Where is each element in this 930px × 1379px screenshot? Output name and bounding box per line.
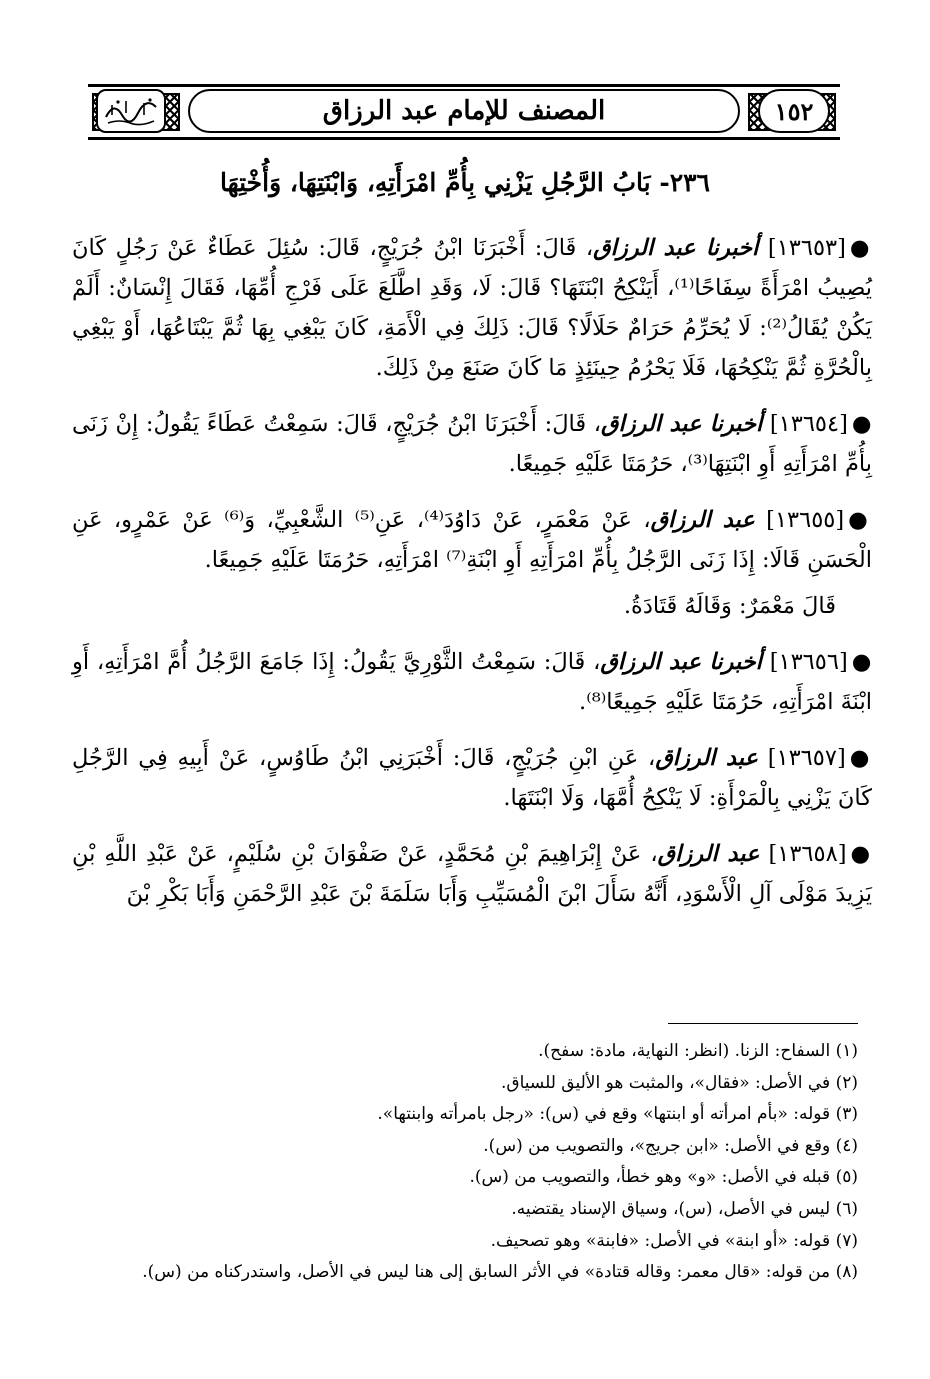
bullet-icon: ● (851, 649, 872, 675)
footnote-4: (٤) وقع في الأصل: «ابن جريج»، والتصويب من (س). (483, 1135, 858, 1156)
footnote-1: (١) السفاح: الزنا. (انظر: النهاية، مادة: سفح). (538, 1041, 858, 1061)
hadith-text: ، عَنْ إِبْرَاهِيمَ بْنِ مُحَمَّدٍ، عَنْ صَفْوَانَ بْنِ سُلَيْمٍ، عَنْ عَبْدِ اللَّهِ بْنِ يَزِيدَ مَوْلَى آلِ الْأَسْوَدِ، أَنَّهُ سَأَلَ ابْنَ الْمُسَيِّبِ وَأَبَا سَلَمَةَ بْنَ عَبْدِ الرَّحْمَنِ وَأَبَا بَكْرِ بْنَ (72, 841, 872, 907)
page-header (88, 84, 840, 140)
hadith-number: [١٣٦٥٥] (766, 507, 845, 533)
book-seal-logo (96, 89, 166, 133)
hadith-text: ، عَنْ مَعْمَرٍ، عَنْ دَاوُدَ⁽⁴⁾، عَنِ⁽⁵⁾ الشَّعْبِيِّ، وَ⁽⁶⁾ عَنْ عَمْرٍو، عَنِ الْحَسَنِ قَالَا: إِذَا زَنَى الرَّجُلُ بِأُمِّ امْرَأَتِهِ أَوِ ابْنَةِ⁽⁷⁾ امْرَأَتِهِ، حَرُمَتَا عَلَيْهِ جَمِيعًا. (72, 507, 872, 573)
bullet-icon: ● (848, 507, 872, 533)
bullet-icon: ● (849, 745, 872, 771)
bullet-icon: ● (850, 841, 872, 867)
hadith-text: ، قَالَ: سَمِعْتُ الثَّوْرِيَّ يَقُولُ: إِذَا جَامَعَ الرَّجُلُ أُمَّ امْرَأَتِهِ، أَوِ ابْنَةَ امْرَأَتِهِ، حَرُمَتَا عَلَيْهِ جَمِيعًا⁽⁸⁾. (72, 649, 872, 715)
footnote-7: (٧) قوله: «أو ابنة» في الأصل: «فابنة» وهو تصحيف. (490, 1230, 858, 1251)
hadith-number: [١٣٦٥٤] (769, 411, 848, 437)
hadith-13654 (72, 404, 872, 484)
hadith-13653 (72, 228, 872, 388)
hadith-13655 (72, 500, 872, 580)
page-number: ١٥٢ (758, 89, 830, 133)
hadith-source: عبد الرزاق (650, 507, 755, 533)
hadith-source: أخبرنا عبد الرزاق (601, 411, 763, 437)
hadith-number: [١٣٦٥٣] (767, 235, 846, 261)
hadith-13655-trailer: قَالَ مَعْمَرٌ: وَقَالَهُ قَتَادَةُ. (623, 593, 836, 619)
hadith-text: ، قَالَ: أَخْبَرَنَا ابْنُ جُرَيْجٍ، قَالَ: سَمِعْتُ عَطَاءً يَقُولُ: إِنْ زَنَى بِأُمِّ امْرَأَتِهِ أَوِ ابْنَتِهَا⁽³⁾، حَرُمَتَا عَلَيْهِ جَمِيعًا. (72, 411, 872, 477)
hadith-number: [١٣٦٥٧] (767, 745, 846, 771)
footnote-2: (٢) في الأصل: «فقال»، والمثبت هو الأليق للسياق. (501, 1072, 858, 1093)
chapter-heading: ٢٣٦- بَابُ الرَّجُلِ يَزْنِي بِأُمِّ امْرَأَتِهِ، وَابْنَتِهَا، وَأُخْتِهَا (220, 168, 710, 197)
seal-calligraphy-icon (100, 93, 162, 129)
hadith-source: عبد الرزاق (657, 841, 760, 867)
hadith-text: ، قَالَ: أَخْبَرَنَا ابْنُ جُرَيْجٍ، قَالَ: سُئِلَ عَطَاءٌ عَنْ رَجُلٍ كَانَ يُصِيبُ امْرَأَةً سِفَاحًا⁽¹⁾، أَيَنْكِحُ ابْنَتَهَا؟ قَالَ: لَا، وَقَدِ اطَّلَعَ عَلَى فَرْجِ أُمِّهَا، فَقَالَ إِنْسَانٌ: أَلَمْ يَكُنْ يُقَالُ⁽²⁾: لَا يُحَرِّمُ حَرَامٌ حَلَالًا؟ قَالَ: ذَلِكَ فِي الْأَمَةِ، كَانَ يَبْغِي بِهَا ثُمَّ يَبْتَاعُهَا، أَوْ يَبْغِي بِالْحُرَّةِ ثُمَّ يَنْكِحُهَا، فَلَا يَحْرُمُ حِينَئِذٍ مَا كَانَ صَنَعَ مِنْ ذَلِكَ. (72, 235, 872, 381)
footnote-5: (٥) قبله في الأصل: «و» وهو خطأ، والتصويب من (س). (469, 1167, 858, 1188)
hadith-number: [١٣٦٥٦] (769, 649, 848, 675)
book-title: المصنف للإمام عبد الرزاق (188, 89, 740, 133)
hadith-source: أخبرنا عبد الرزاق (593, 235, 759, 261)
hadith-13656 (72, 642, 872, 722)
footnote-3: (٣) قوله: «بأم امرأته أو ابنتها» وقع في (س): «رجل بامرأته وابنتها». (377, 1104, 858, 1125)
hadith-13658 (72, 834, 872, 914)
hadith-13657 (72, 738, 872, 818)
footnote-separator (668, 1023, 858, 1024)
hadith-source: أخبرنا عبد الرزاق (600, 649, 762, 675)
hadith-number: [١٣٦٥٨] (768, 841, 847, 867)
hadith-text: ، عَنِ ابْنِ جُرَيْجٍ، قَالَ: أَخْبَرَنِي ابْنُ طَاوُسٍ، عَنْ أَبِيهِ فِي الرَّجُلِ كَانَ يَزْنِي بِالْمَرْأَةِ: لَا يَنْكِحُ أُمَّهَا، وَلَا ابْنَتَهَا. (72, 745, 872, 811)
footnote-8: (٨) من قوله: «قال معمر: وقاله قتادة» في الأثر السابق إلى هنا ليس في الأصل، واستدركناه من (س). (142, 1262, 858, 1283)
bullet-icon: ● (849, 235, 872, 261)
bullet-icon: ● (851, 411, 872, 437)
main-text (72, 228, 872, 930)
footnote-6: (٦) ليس في الأصل، (س)، وسياق الإسناد يقتضيه. (511, 1198, 858, 1219)
hadith-source: عبد الرزاق (655, 745, 758, 771)
footnotes (58, 1036, 858, 1289)
